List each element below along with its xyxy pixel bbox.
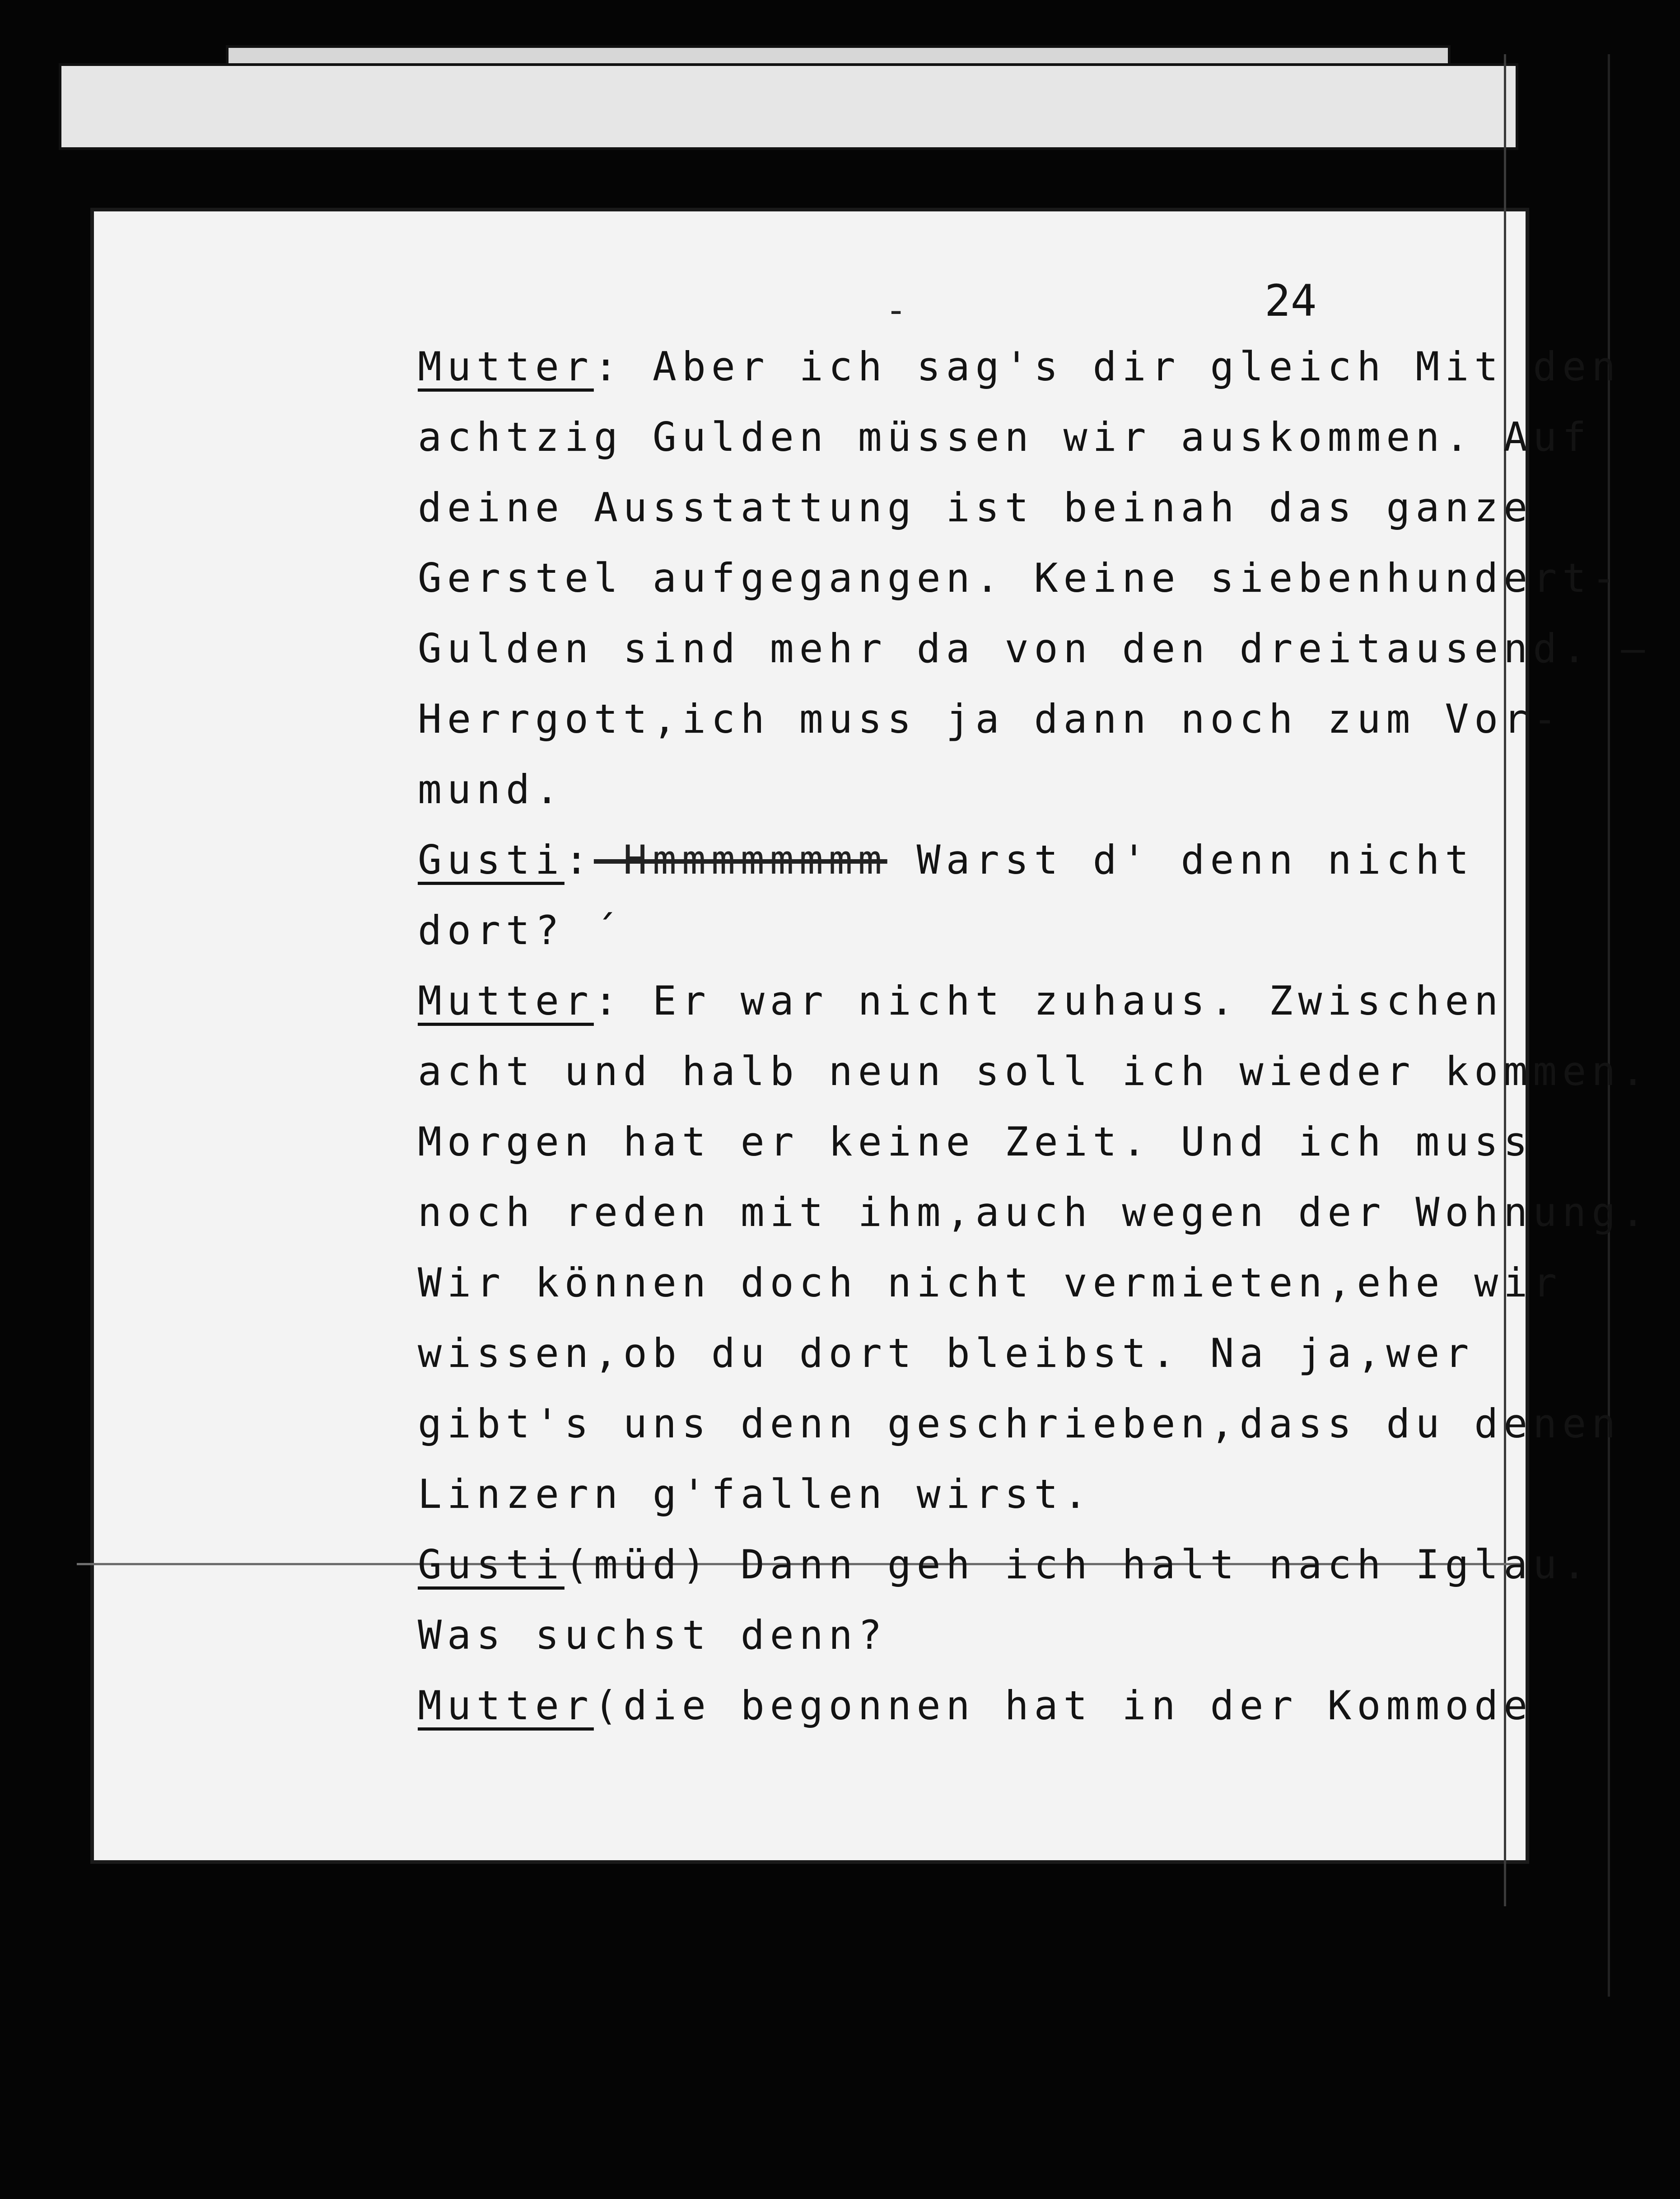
text-line (418, 978, 1503, 1024)
text-line (418, 837, 1474, 883)
text-line (418, 766, 565, 813)
text-line (418, 555, 1621, 601)
line-text: : Er war nicht zuhaus. Zwischen (593, 978, 1504, 1024)
speaker-name: Gusti (418, 837, 565, 883)
line-text: noch reden mit ihm,auch wegen der Wohnung. (418, 1189, 1651, 1235)
line-text: Morgen hat er keine Zeit. Und ich muss (418, 1118, 1533, 1165)
line-text: wissen,ob du dort bleibst. Na ja,wer (418, 1330, 1475, 1376)
text-line (418, 696, 1562, 742)
top-mark: - (885, 289, 907, 331)
film-edge-line (1504, 54, 1506, 1906)
text-line (418, 414, 1591, 460)
line-text: (die begonnen hat in der Kommode (593, 1682, 1533, 1729)
text-line (418, 1189, 1650, 1235)
line-text: Herrgott,ich muss ja dann noch zum Vor- (418, 696, 1563, 742)
text-line (418, 625, 1650, 672)
line-text: Linzern g'fallen wirst. (418, 1471, 1093, 1517)
struck-text: Hmmmmmmmm (593, 837, 887, 883)
speaker-name: Mutter (418, 1682, 594, 1729)
page-number: 24 (1265, 276, 1317, 326)
line-text: : (564, 837, 594, 883)
text-line (418, 1612, 887, 1658)
speaker-name: Gusti (418, 1541, 565, 1588)
text-line (418, 1400, 1621, 1447)
line-text: Gulden sind mehr da von den dreitausend. — (418, 625, 1651, 672)
line-text: achtzig Gulden müssen wir auskommen. Auf (418, 414, 1592, 460)
speaker-name: Mutter (418, 978, 594, 1024)
back-sheet-middle (59, 63, 1518, 150)
text-line (418, 1118, 1533, 1165)
line-text: acht und halb neun soll ich wieder kommen. (418, 1048, 1651, 1095)
text-line (418, 907, 623, 954)
line-text: dort? ´ (418, 907, 623, 954)
text-line (418, 1259, 1562, 1306)
line-text: : Aber ich sag's dir gleich Mit den (593, 343, 1621, 390)
line-text: Gerstel aufgegangen. Keine siebenhundert- (418, 555, 1621, 601)
line-text: (müd) Dann geh ich halt nach Iglau. (564, 1541, 1592, 1588)
speaker-name: Mutter (418, 343, 594, 390)
text-line (418, 1541, 1591, 1588)
text-line (418, 343, 1621, 390)
line-text: Wir können doch nicht vermieten,ehe wir (418, 1259, 1563, 1306)
text-line (418, 1682, 1533, 1729)
text-line (418, 484, 1533, 531)
line-text: deine Ausstattung ist beinah das ganze (418, 484, 1533, 531)
line-text: gibt's uns denn geschrieben,dass du denen (418, 1400, 1621, 1447)
line-text: mund. (418, 766, 565, 813)
text-line (418, 1048, 1650, 1095)
line-text-after: Warst d' denn nicht (887, 837, 1475, 883)
line-text: Was suchst denn? (418, 1612, 887, 1658)
text-line (418, 1330, 1474, 1376)
text-line (418, 1471, 1093, 1517)
